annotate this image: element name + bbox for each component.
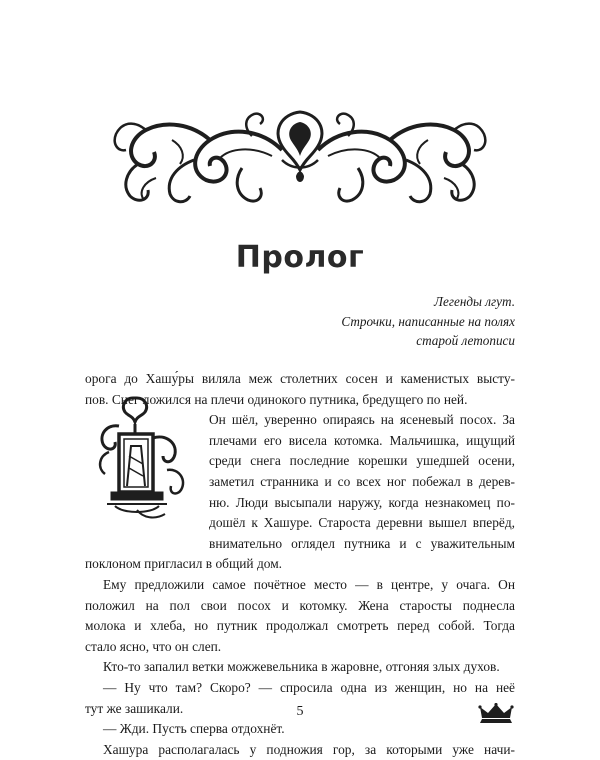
- text-line: — Жди. Пусть сперва отдохнёт.: [103, 721, 285, 737]
- text-line: орога до Хашу́ры виляла меж столетних сосен и каменистых высту-: [85, 371, 515, 386]
- chapter-title: Пролог: [235, 240, 365, 275]
- page-number: 5: [296, 704, 304, 719]
- text-line: Кто-то запалил ветки можжевельника в жаровне, отгоняя злых духов.: [103, 659, 500, 675]
- epigraph-line: Легенды лгут.: [434, 294, 515, 309]
- text-line: дошёл к Хашуре. Староста деревни вышел вперёд,: [209, 515, 515, 531]
- text-line: Он шёл, уверенно опираясь на ясеневый посох. За: [209, 412, 515, 428]
- ornament-icon: [112, 100, 488, 210]
- epigraph-line: старой летописи: [416, 333, 515, 348]
- text-line: стало ясно, что он слеп.: [85, 638, 222, 654]
- epigraph: [341, 292, 515, 351]
- text-line: пов. Снег ложился на плечи одинокого путника, бредущего по ней.: [85, 391, 468, 407]
- text-line: тут же зашикали.: [85, 700, 184, 716]
- text-line: Хашура располагалась у подножия гор, за которыми уже начи-: [103, 741, 515, 757]
- text-line: плечами его висела котомка. Мальчишка, ищущий: [209, 432, 515, 448]
- text-line: молока и хлеба, но путник продолжал смотреть перед собой. Тогда: [85, 618, 515, 634]
- text-line: положил на пол свои посох и котомку. Жена старосты поднесла: [85, 597, 515, 613]
- body-text: [85, 369, 515, 760]
- text-line: внимательно оглядел путника и с уважительным: [209, 535, 515, 551]
- text-line: заметил странника и со всех ног побежал в дерев-: [209, 473, 515, 489]
- text-line: среди снега последние корешки ушедшей осени,: [209, 453, 515, 469]
- epigraph-line: Строчки, написанные на полях: [341, 313, 515, 329]
- text-line: ню. Люди высыпали наружу, когда незнакомец по-: [209, 494, 515, 510]
- text-line: Ему предложили самое почётное место — в центре, у очага. Он: [103, 576, 515, 592]
- crown-icon: [478, 703, 514, 725]
- text-line: поклоном пригласил в общий дом.: [85, 556, 283, 572]
- text-line: — Ну что там? Скоро? — спросила одна из женщин, но на неё: [103, 679, 515, 695]
